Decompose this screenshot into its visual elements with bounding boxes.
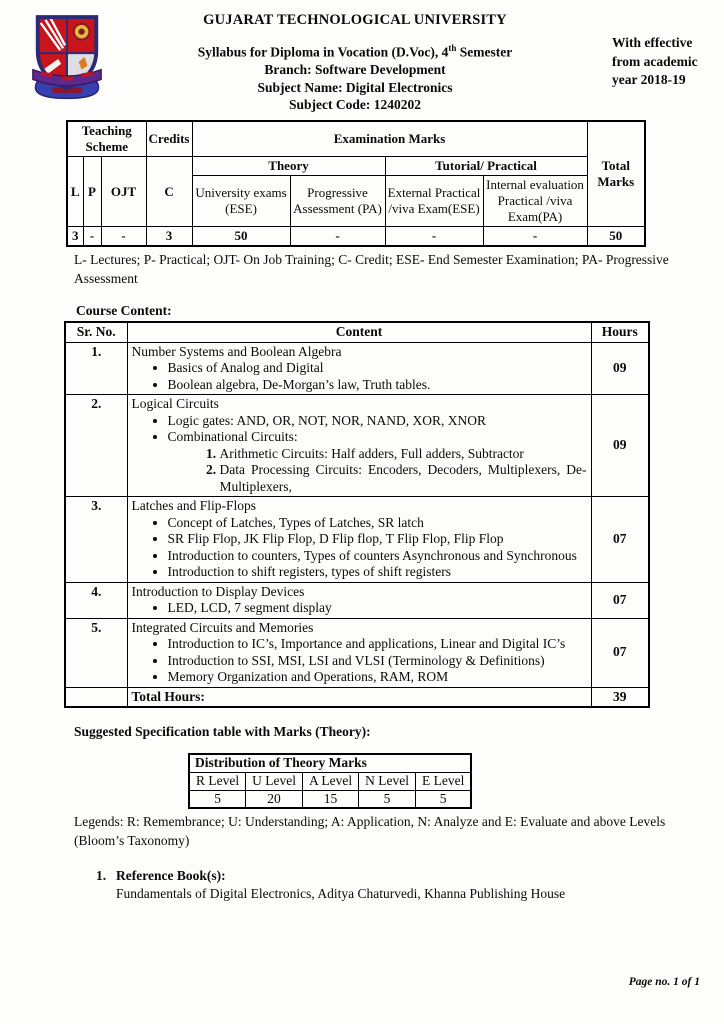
internal-evaluation-header: Internal evaluation Practical /viva Exam(PA) [483,176,587,227]
reference-heading-line [96,867,724,885]
course-bullet: • Introduction to IC’s, Importance and applications, Linear and Digital IC’s [168,636,587,653]
credits-header: Credits [146,121,192,157]
teaching-scheme-header: Teaching Scheme [67,121,146,157]
spec-title-row [189,754,471,772]
col-ojt-header: OJT [101,157,146,227]
reference-number: 1. [96,868,107,883]
spec-heading: Suggested Specification table with Marks (Theory): [74,724,371,739]
value-l: 3 [67,227,83,247]
course-sr: 2. [65,395,127,497]
col-l-header: L [67,157,83,227]
reference-section [96,867,724,903]
reference-book: Fundamentals of Digital Electronics, Aditya Chaturvedi, Khanna Publishing House [116,886,566,901]
course-bullet: • Basics of Analog and Digital [168,360,587,377]
marks-u: 20 [246,790,303,808]
course-content-table [64,321,650,708]
effective-note: With effective from academic year 2018-19 [612,35,698,87]
course-header-row [65,322,649,342]
course-hours: 07 [591,497,649,583]
course-content-cell [127,497,591,583]
ordinal-sup: th [448,43,457,53]
level-n: N Level [359,772,416,790]
course-sr: 5. [65,618,127,687]
course-content-heading: Course Content: [76,303,172,318]
spec-levels-row [189,772,471,790]
total-hours-value: 39 [591,687,649,707]
course-row [65,582,649,618]
level-u: U Level [246,772,303,790]
reference-label: Reference Book(s): [116,868,226,883]
course-topic-title: Latches and Flip-Flops [131,498,256,513]
marks-n: 5 [359,790,416,808]
spec-table-title: Distribution of Theory Marks [189,754,471,772]
course-bullet: • Introduction to counters, Types of counters Asynchronous and Synchronous [168,548,587,565]
course-sub-item: 1. Arithmetic Circuits: Half adders, Full adders, Subtractor [220,446,587,463]
spec-marks-row [189,790,471,808]
total-marks-header: Total Marks [587,121,645,227]
value-c: 3 [146,227,192,247]
course-hours: 09 [591,342,649,395]
gtu-crest-icon [28,10,106,104]
col-c-header: C [146,157,192,227]
col-p-header: P [83,157,101,227]
university-exams-header: University exams (ESE) [192,176,290,227]
university-title: GUJARAT TECHNOLOGICAL UNIVERSITY [203,12,507,28]
course-row [65,342,649,395]
theory-header: Theory [192,157,385,176]
course-sr: 1. [65,342,127,395]
legends-note: Legends: R: Remembrance; U: Understanding; A: Application, N: Analyze and E: Evaluate and above Levels (Bloom’s Taxonomy) [74,814,666,848]
hours-column-header: Hours [591,322,649,342]
total-hours-label: Total Hours: [127,687,591,707]
header-title-block [145,12,565,114]
content-column-header: Content [127,322,591,342]
value-p: - [83,227,101,247]
value-total: 50 [587,227,645,247]
progressive-assessment-header: Progressive Assessment (PA) [290,176,385,227]
course-total-row [65,687,649,707]
course-total-sr-cell [65,687,127,707]
course-topic-title: Integrated Circuits and Memories [131,619,314,635]
value-int: - [483,227,587,247]
course-bullet: • Memory Organization and Operations, RAM, ROM [168,669,587,686]
subject-name-line: Subject Name: Digital Electronics [257,79,453,95]
branch-line: Branch: Software Development [264,62,446,77]
marks-r: 5 [189,790,246,808]
level-e: E Level [415,772,471,790]
course-topic-title: Number Systems and Boolean Algebra [131,343,342,359]
value-ojt: - [101,227,146,247]
syllabus-prefix: Syllabus for Diploma in Vocation (D.Voc), 4 [197,44,449,60]
course-bullet [168,429,587,495]
page-number: Page no. 1 of 1 [628,976,700,988]
page-header [0,0,724,112]
course-bullet: • LED, LCD, 7 segment display [168,600,587,617]
sr-no-column-header: Sr. No. [65,322,127,342]
course-sr: 4. [65,582,127,618]
course-content-cell [127,342,591,395]
course-sr: 3. [65,497,127,583]
scheme-table [66,120,646,247]
course-hours: 07 [591,582,649,618]
syllabus-suffix: Semester [456,44,513,60]
tutorial-practical-header: Tutorial/ Practical [385,157,587,176]
course-bullet: • Boolean algebra, De-Morgan’s law, Truth tables. [168,377,587,394]
course-bullet: • Introduction to SSI, MSI, LSI and VLSI (Terminology & Definitions) [168,653,587,670]
examination-marks-header: Examination Marks [192,121,587,157]
course-bullet: • Logic gates: AND, OR, NOT, NOR, NAND, XOR, XNOR [168,413,587,430]
abbreviation-note: L- Lectures; P- Practical; OJT- On Job Training; C- Credit; ESE- End Semester Examination; PA- Progressive Assessment [74,252,669,286]
gtu-logo [28,10,106,108]
external-practical-header: External Practical /viva Exam(ESE) [385,176,483,227]
value-ese: 50 [192,227,290,247]
course-row [65,497,649,583]
course-sub-item: 2. Data Processing Circuits: Encoders, Decoders, Multiplexers, De-Multiplexers, [220,462,587,495]
syllabus-line [145,40,565,61]
theory-marks-table [188,753,472,809]
value-ext: - [385,227,483,247]
course-topic-title: Logical Circuits [131,396,219,411]
course-hours: 07 [591,618,649,687]
course-content-cell [127,395,591,497]
value-pa: - [290,227,385,247]
course-bullet: • SR Flip Flop, JK Flip Flop, D Flip flop, T Flip Flop, Flip Flop [168,531,587,548]
subject-code-line: Subject Code: 1240202 [289,97,421,112]
course-topic-title: Introduction to Display Devices [131,583,305,599]
level-a: A Level [302,772,358,790]
course-content-cell [127,582,591,618]
marks-a: 15 [302,790,358,808]
course-row [65,395,649,497]
course-bullet: • Concept of Latches, Types of Latches, SR latch [168,515,587,532]
level-r: R Level [189,772,246,790]
marks-e: 5 [415,790,471,808]
course-content-cell [127,618,591,687]
course-bullet-text: Combinational Circuits: [167,429,298,444]
course-bullet: • Introduction to shift registers, types of shift registers [168,564,587,581]
course-hours: 09 [591,395,649,497]
course-row [65,618,649,687]
